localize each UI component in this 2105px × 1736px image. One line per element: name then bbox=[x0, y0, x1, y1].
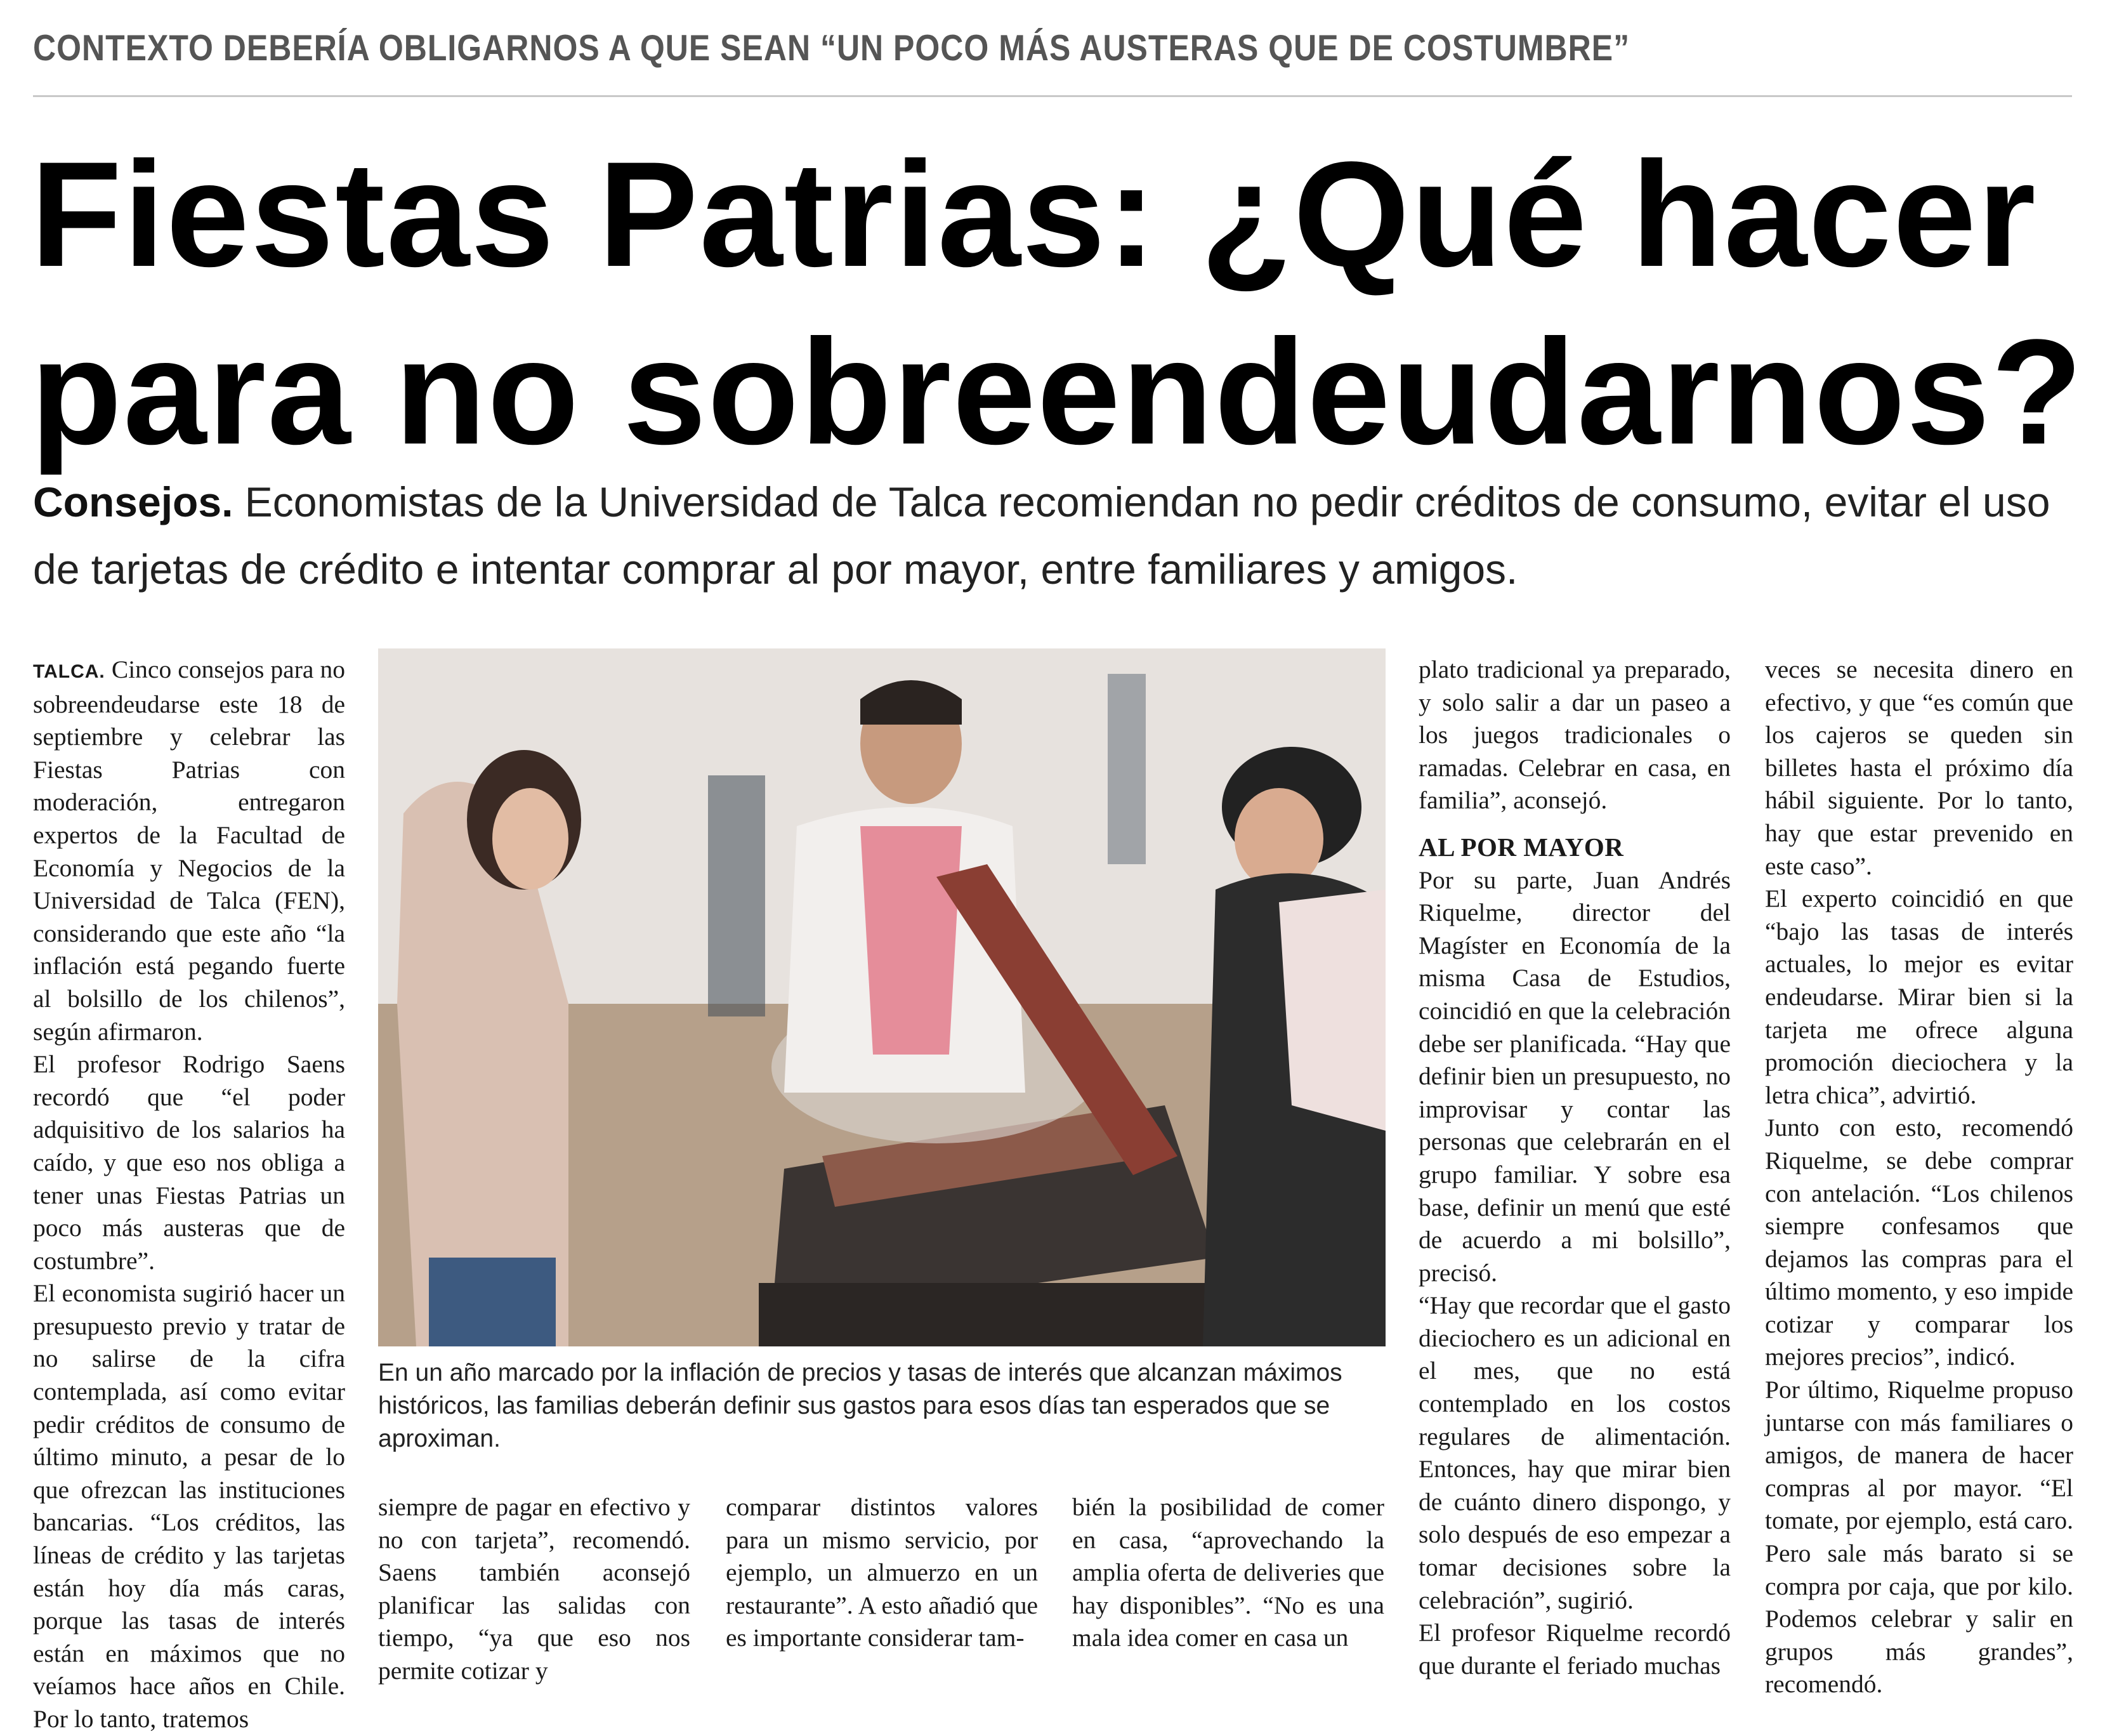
article-column-3 bbox=[726, 1491, 1038, 1655]
paragraph: El experto coincidió en que “bajo las tasas de interés actuales, lo mejor es evitar endeudarse. Mirar bien si la tarjeta me ofrece alguna promoción dieciochera y la letra chica”, advirtió. bbox=[1765, 884, 2073, 1109]
headline-line-1: Fiestas Patrias: ¿Qué hacer bbox=[30, 131, 2037, 298]
paragraph-text: Cinco consejos para no sobreendeudarse este 18 de septiembre y celebrar las Fiestas Patrias con moderación, entregaron expertos de la Facultad de Economía y Negocios de la Universidad de Talca (FEN), considerando que este año “la inflación está pegando fuerte al bolsillo de los chilenos”, según afirmaron. bbox=[33, 655, 345, 1046]
article-column-6 bbox=[1765, 654, 2073, 1701]
paragraph: veces se necesita dinero en efectivo, y que “es común que los cajeros se queden sin billetes hasta el próximo día hábil siguiente. Por lo tanto, hay que estar prevenido en este caso”. bbox=[1765, 655, 2073, 880]
paragraph: El profesor Rodrigo Saens recordó que “el poder adquisitivo de los salarios ha caído, y que eso nos obliga a tener unas Fiestas Patrias un poco más austeras que de costumbre”. bbox=[33, 1050, 345, 1275]
barbecue-photo-illustration bbox=[378, 648, 1386, 1346]
news-photo bbox=[378, 648, 1386, 1346]
paragraph: comparar distintos valores para un mismo servicio, por ejemplo, un almuerzo en un restaurante”. A esto añadió que es importante considerar tam- bbox=[726, 1493, 1038, 1652]
article-column-4 bbox=[1072, 1491, 1384, 1655]
paragraph: Junto con esto, recomendó Riquelme, se debe comprar con antelación. “Los chilenos siempre confesamos que dejamos las compras para el último momento, y eso impide cotizar y comparar los mejores precios”, indicó. bbox=[1765, 1114, 2073, 1371]
kicker: CONTEXTO DEBERÍA OBLIGARNOS A QUE SEAN “UN POCO MÁS AUSTERAS QUE DE COSTUMBRE” bbox=[33, 27, 1630, 69]
paragraph: plato tradicional ya preparado, y solo salir a dar un paseo a los juegos tradicionales o ramadas. Celebrar en casa, en familia”, aconsejó. bbox=[1419, 655, 1731, 815]
article-column-2 bbox=[378, 1491, 690, 1688]
deck-lead: Consejos. bbox=[33, 478, 233, 525]
headline-line-2: para no sobreendeudarnos? bbox=[30, 308, 2084, 476]
deck-text: Economistas de la Universidad de Talca recomiendan no pedir créditos de consumo, evitar el uso de tarjetas de crédito e intentar comprar al por mayor, entre familiares y amigos. bbox=[33, 478, 2050, 593]
paragraph: siempre de pagar en efectivo y no con tarjeta”, recomendó. Saens también aconsejó planificar las salidas con tiempo, “ya que eso nos permite cotizar y bbox=[378, 1493, 690, 1685]
divider bbox=[33, 95, 2072, 97]
subheading: AL POR MAYOR bbox=[1419, 832, 1624, 862]
paragraph: El profesor Riquelme recordó que durante el feriado muchas bbox=[1419, 1619, 1731, 1680]
paragraph bbox=[33, 654, 345, 1048]
paragraph: El economista sugirió hacer un presupuesto previo y tratar de no salirse de la cifra contemplada, así como evitar pedir créditos de consumo de último minuto, a pesar de lo que ofrezcan las instituciones bancarias. “Los créditos, las líneas de crédito y las tarjetas están hoy día más caras, porque las tasas de interés están en máximos que no veíamos hace años en Chile. Por lo tanto, tratemos bbox=[33, 1279, 345, 1733]
article-column-5 bbox=[1419, 654, 1731, 1682]
article-column-1 bbox=[33, 654, 345, 1736]
paragraph: Por su parte, Juan Andrés Riquelme, director del Magíster en Economía de la misma Casa de Estudios, coincidió en que la celebración debe ser planificada. “Hay que definir bien un presupuesto, no improvisar y contar las personas que celebrarán en el grupo familiar. Y sobre esa base, definir un menú que esté de acuerdo a mi bolsillo”, precisó. bbox=[1419, 865, 1731, 1287]
paragraph: bién la posibilidad de comer en casa, “aprovechando la amplia oferta de deliveries que hay disponibles”. “No es una mala idea comer en casa un bbox=[1072, 1493, 1384, 1652]
deck bbox=[33, 468, 2072, 603]
photo-caption: En un año marcado por la inflación de precios y tasas de interés que alcanzan máximos históricos, las familias deberán definir sus gastos para esos días tan esperados que se aproximan. bbox=[378, 1359, 1342, 1452]
headline bbox=[30, 126, 2086, 481]
paragraph: Por último, Riquelme propuso juntarse con más familiares o amigos, de manera de hacer compras al por mayor. “El tomate, por ejemplo, está caro. Pero sale más barato si se compra por caja, que por kilo. Podemos celebrar y salir en grupos más grandes”, recomendó. bbox=[1765, 1376, 2073, 1699]
paragraph: “Hay que recordar que el gasto dieciochero es un adicional en el mes, que no está contemplado en los costos regulares de alimentación. Entonces, hay que mirar bien de cuánto dinero dispongo, y solo después de eso empezar a tomar decisiones sobre la celebración”, sugirió. bbox=[1419, 1291, 1731, 1614]
dateline: TALCA. bbox=[33, 661, 105, 682]
